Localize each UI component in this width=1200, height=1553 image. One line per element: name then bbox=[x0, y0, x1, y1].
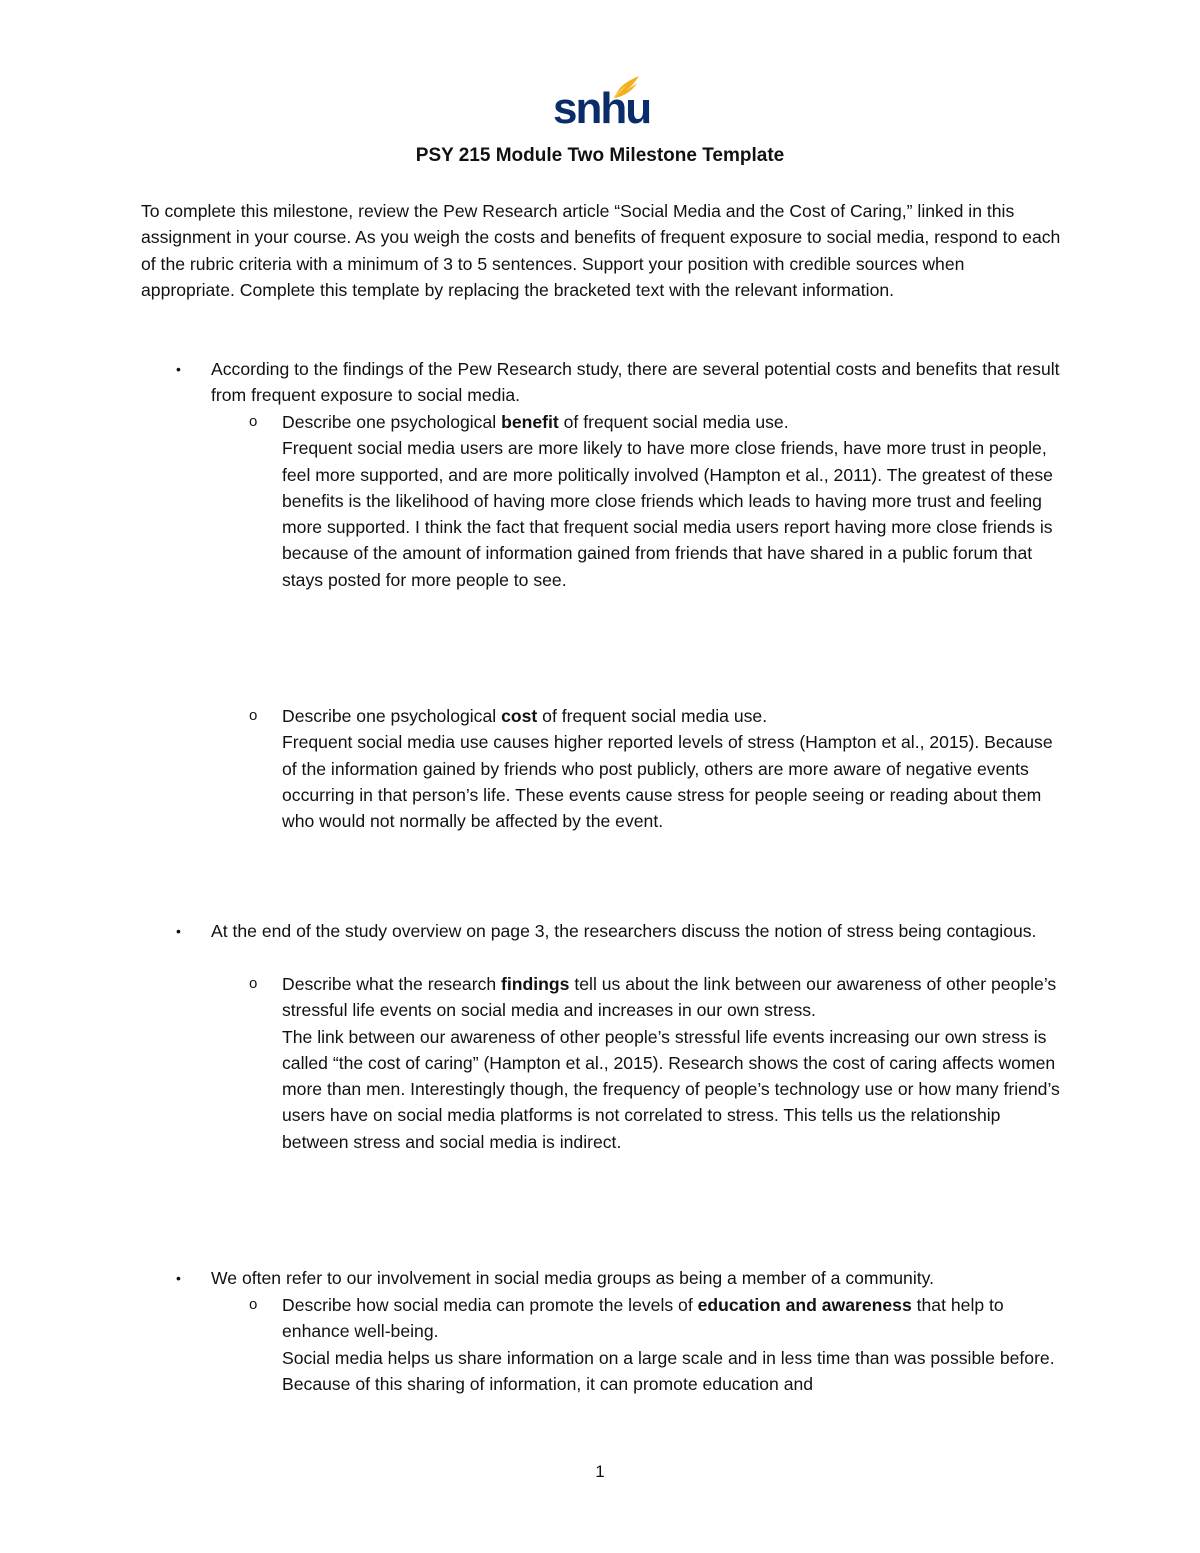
sub-bullet-marker: o bbox=[249, 413, 258, 430]
prompt-text: Describe one psychological bbox=[282, 706, 502, 726]
intro-paragraph: To complete this milestone, review the Pew Research article “Social Media and the Cost of Caring,” linked in this assignment in your course. As you weigh the costs and benefits of frequent exposure to social media, respond to each of the rubric criteria with a minimum of 3 to 5 sentences. Support your position with credible sources when appropriate. Complete this template by replacing the bracketed text with the relevant information. bbox=[141, 201, 1061, 300]
prompt-text: Describe one psychological bbox=[282, 412, 502, 432]
prompt bbox=[282, 971, 1062, 1024]
snhu-logo bbox=[553, 74, 651, 133]
answer: Social media helps us share information on a large scale and in less time than was possible before. Because of this sharing of information, it can promote education and bbox=[282, 1347, 1055, 1394]
answer: Frequent social media users are more likely to have more close friends, have more trust in people, feel more supported, and are more politically involved (Hampton et al., 2011). The greatest of these benefits is the likelihood of having more close friends which leads to having more trust and feeling more supported. I think the fact that frequent social media users report having more close friends is because of the amount of information gained from friends that have shared in a public forum that stays posted for more people to see. bbox=[282, 438, 1053, 590]
section-3-bullet: We often refer to our involvement in social media groups as being a member of a community. bbox=[211, 1268, 934, 1288]
logo-wordmark: snhu bbox=[553, 84, 651, 133]
section-1-item-1 bbox=[282, 409, 1062, 593]
prompt-text: that help to enhance well-being. bbox=[282, 1295, 1004, 1342]
page-title: PSY 215 Module Two Milestone Template bbox=[415, 145, 785, 166]
bullet-marker: • bbox=[176, 1270, 181, 1286]
prompt-emphasis: benefit bbox=[501, 412, 559, 432]
prompt-emphasis: education and awareness bbox=[697, 1295, 912, 1315]
prompt-text: Describe what the research bbox=[282, 974, 502, 994]
prompt-text: tell us about the link between our awareness of other people’s stressful life events on social media and increases in our own stress. bbox=[282, 974, 1057, 1021]
section-2-item-1 bbox=[282, 971, 1062, 1155]
prompt bbox=[282, 409, 1062, 435]
prompt-emphasis: findings bbox=[501, 974, 570, 994]
bullet-marker: • bbox=[176, 923, 181, 939]
prompt-text: of frequent social media use. bbox=[537, 706, 768, 726]
answer: The link between our awareness of other people’s stressful life events increasing our own stress is called “the cost of caring” (Hampton et al., 2015). Research shows the cost of caring affects women more than men. Interestingly though, the frequency of people’s technology use or how many friend’s users have on social media platforms is not correlated to stress. This tells us the relationship between stress and social media is indirect. bbox=[282, 1026, 1060, 1152]
prompt bbox=[282, 1292, 1062, 1345]
answer: Frequent social media use causes higher reported levels of stress (Hampton et al., 2015). Because of the information gained by friends who post publicly, others are more aware of negative events occurring in that person’s life. These events cause stress for people seeing or reading about them who would not normally be affected by the event. bbox=[282, 732, 1053, 832]
sub-bullet-marker: o bbox=[249, 975, 258, 992]
prompt-text: of frequent social media use. bbox=[558, 412, 789, 432]
section-2-bullet: At the end of the study overview on page 3, the researchers discuss the notion of stress being contagious. bbox=[211, 921, 1037, 941]
bullet-marker: • bbox=[176, 361, 181, 377]
section-1-item-2 bbox=[282, 703, 1062, 834]
prompt-text: Describe how social media can promote the levels of bbox=[282, 1295, 698, 1315]
sub-bullet-marker: o bbox=[249, 707, 258, 724]
prompt bbox=[282, 703, 1062, 729]
section-3-item-1 bbox=[282, 1292, 1062, 1397]
sub-bullet-marker: o bbox=[249, 1296, 258, 1313]
prompt-emphasis: cost bbox=[501, 706, 538, 726]
page-number: 1 bbox=[595, 1462, 605, 1481]
section-1-bullet: According to the findings of the Pew Research study, there are several potential costs and benefits that result from frequent exposure to social media. bbox=[211, 359, 1060, 406]
